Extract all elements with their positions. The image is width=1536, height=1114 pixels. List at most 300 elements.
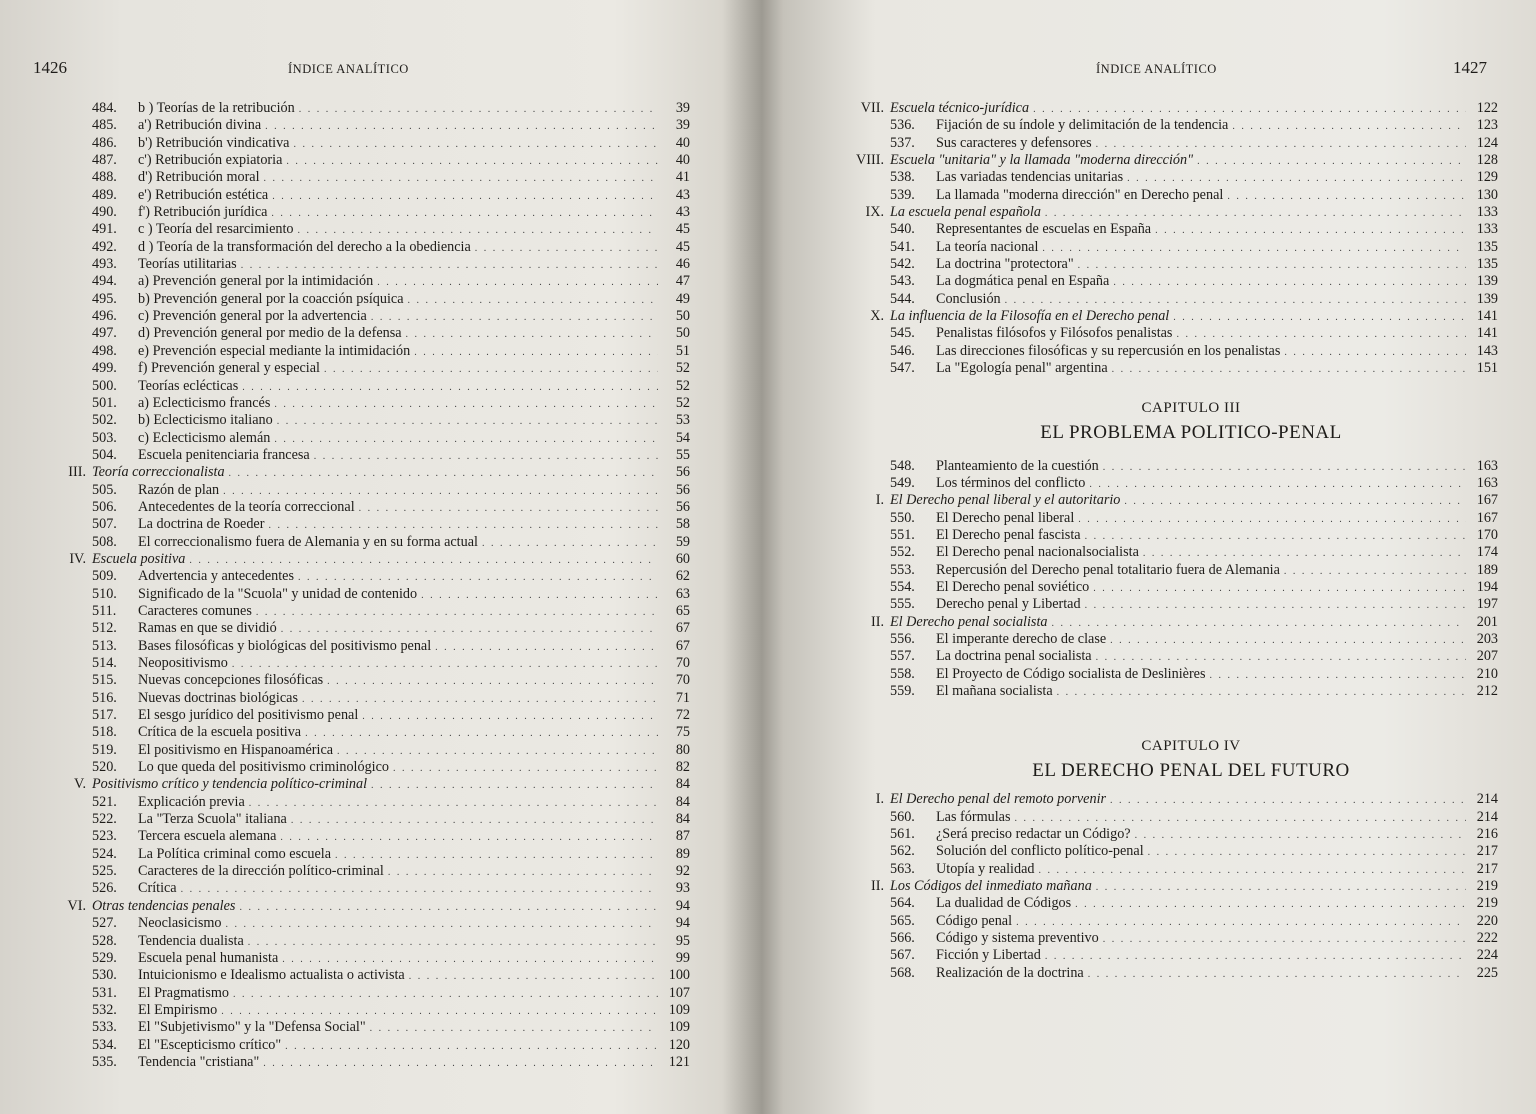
entry-number: 491.	[92, 221, 117, 238]
page-ref: 167	[1476, 509, 1498, 526]
page-ref: 212	[1476, 682, 1498, 699]
entry-title: Intuicionismo e Idealismo actualista o activista	[138, 967, 405, 984]
page-ref: 217	[1476, 843, 1498, 860]
page-ref: 135	[1476, 238, 1498, 255]
index-entry	[40, 499, 690, 516]
entry-title: d) Prevención general por medio de la defensa	[138, 325, 402, 342]
index-entry	[838, 325, 1498, 342]
entry-title: b ) Teorías de la retribución	[138, 100, 295, 116]
page-ref: 109	[668, 1019, 690, 1036]
page-ref: 58	[675, 516, 690, 533]
dot-leader	[1045, 205, 1466, 222]
dot-leader	[324, 361, 658, 378]
section-title: Otras tendencias penales	[92, 897, 236, 914]
entry-title: Ficción y Libertad	[936, 947, 1041, 964]
index-entry	[40, 586, 690, 603]
entry-number: 524.	[92, 845, 117, 862]
page-ref: 51	[675, 342, 690, 359]
index-list	[40, 100, 690, 1071]
entry-number: 521.	[92, 793, 117, 810]
page-ref: 139	[1476, 273, 1498, 290]
dot-leader	[291, 812, 658, 829]
entry-title: a) Eclecticismo francés	[138, 394, 271, 411]
dot-leader	[265, 118, 658, 135]
dot-leader	[393, 760, 658, 777]
index-entry	[40, 325, 690, 342]
page-ref: 89	[675, 845, 690, 862]
dot-leader	[1176, 326, 1466, 343]
entry-title: Caracteres de la dirección político-criminal	[138, 863, 384, 880]
page-ref: 123	[1476, 117, 1498, 134]
index-entry	[838, 510, 1498, 527]
entry-title: El Derecho penal liberal	[936, 509, 1075, 526]
section-numeral: IV.	[69, 550, 86, 567]
page-ref: 62	[675, 568, 690, 585]
entry-title: El "Subjetivismo" y la "Defensa Social"	[138, 1019, 366, 1036]
page-ref: 201	[1476, 613, 1498, 630]
index-entry	[40, 655, 690, 672]
dot-leader	[377, 274, 658, 291]
index-entry	[838, 360, 1498, 377]
page-ref: 54	[675, 429, 690, 446]
index-entry	[40, 759, 690, 776]
page-ref: 46	[675, 256, 690, 273]
dot-leader	[1096, 136, 1466, 153]
entry-number: 559.	[890, 682, 915, 699]
dot-leader	[233, 986, 658, 1003]
dot-leader	[1103, 459, 1466, 476]
index-entry	[838, 683, 1498, 700]
dot-leader	[1075, 896, 1466, 913]
index-entry	[40, 169, 690, 186]
dot-leader	[1033, 101, 1466, 118]
dot-leader	[249, 795, 658, 812]
dot-leader	[280, 829, 658, 846]
entry-title: Código y sistema preventivo	[936, 930, 1099, 947]
entry-title: c ) Teoría del resarcimiento	[138, 221, 294, 238]
dot-leader	[1096, 879, 1466, 896]
entry-title: Fijación de su índole y delimitación de la tendencia	[936, 117, 1229, 134]
index-entry	[40, 880, 690, 897]
entry-title: Nuevas concepciones filosóficas	[138, 672, 324, 689]
entry-title: La doctrina de Roeder	[138, 516, 265, 533]
page-ref: 41	[675, 169, 690, 186]
dot-leader	[1085, 528, 1466, 545]
dot-leader	[181, 881, 658, 898]
page-ref: 50	[675, 308, 690, 325]
entry-number: 531.	[92, 984, 117, 1001]
entry-title: Advertencia y antecedentes	[138, 568, 294, 585]
dot-leader	[298, 222, 658, 239]
index-entry	[838, 843, 1498, 860]
section-entry	[838, 878, 1498, 895]
entry-title: Código penal	[936, 912, 1013, 929]
entry-number: 535.	[92, 1053, 117, 1070]
index-entry	[40, 430, 690, 447]
entry-title: El mañana socialista	[936, 682, 1053, 699]
index-entry	[838, 861, 1498, 878]
dot-leader	[302, 691, 658, 708]
dot-leader	[1127, 170, 1466, 187]
dot-leader	[1148, 844, 1466, 861]
section-numeral: I.	[875, 791, 884, 808]
dot-leader	[414, 344, 658, 361]
dot-leader	[1078, 511, 1466, 528]
page-ref: 40	[675, 134, 690, 151]
entry-number: 558.	[890, 665, 915, 682]
entry-number: 546.	[890, 342, 915, 359]
entry-number: 496.	[92, 308, 117, 325]
entry-number: 493.	[92, 256, 117, 273]
entry-title: e) Prevención especial mediante la intimidación	[138, 342, 411, 359]
dot-leader	[314, 448, 658, 465]
section-title: Escuela positiva	[92, 550, 186, 567]
index-entry	[838, 913, 1498, 930]
index-entry	[838, 631, 1498, 648]
entry-title: Lo que queda del positivismo criminológico	[138, 759, 389, 776]
index-entry	[40, 412, 690, 429]
index-entry	[40, 933, 690, 950]
index-entry	[40, 239, 690, 256]
entry-number: 561.	[890, 826, 915, 842]
dot-leader	[189, 552, 658, 569]
page-ref: 56	[675, 481, 690, 498]
entry-number: 487.	[92, 152, 117, 169]
running-head: ÍNDICE ANALÍTICO	[288, 62, 409, 76]
index-entry	[838, 169, 1498, 186]
page-ref: 50	[675, 325, 690, 342]
dot-leader	[281, 621, 658, 638]
dot-leader	[1042, 240, 1466, 257]
chapter-label: CAPITULO III	[1141, 399, 1241, 416]
page-ref: 60	[675, 550, 690, 567]
section-numeral: II.	[871, 613, 884, 630]
left-page	[0, 0, 760, 1114]
page-number: 1426	[33, 58, 67, 77]
page-ref: 45	[675, 221, 690, 238]
index-entry	[40, 742, 690, 759]
page-ref: 224	[1476, 947, 1498, 964]
dot-leader	[232, 656, 658, 673]
index-entry	[838, 117, 1498, 134]
entry-title: El correccionalismo fuera de Alemania y en su forma actual	[138, 533, 478, 550]
entry-title: f) Prevención general y especial	[138, 360, 320, 377]
entry-number: 520.	[92, 759, 117, 776]
dot-leader	[1057, 684, 1466, 701]
entry-number: 547.	[890, 360, 915, 377]
index-entry	[40, 724, 690, 741]
section-title: El Derecho penal liberal y el autoritario	[890, 492, 1121, 509]
entry-number: 503.	[92, 429, 117, 446]
entry-title: Neopositivismo	[138, 655, 228, 671]
chapter-label: CAPITULO IV	[1141, 738, 1241, 755]
section-numeral: VI.	[67, 897, 86, 914]
entry-number: 526.	[92, 880, 117, 897]
entry-number: 542.	[890, 256, 915, 273]
index-entry	[838, 895, 1498, 912]
page-ref: 197	[1476, 596, 1498, 613]
page-ref: 129	[1476, 169, 1498, 186]
entry-title: Neoclasicismo	[138, 915, 222, 932]
index-entry	[40, 221, 690, 238]
index-entry	[40, 1019, 690, 1036]
dot-leader	[371, 777, 658, 794]
page-ref: 100	[668, 967, 690, 984]
page-ref: 222	[1476, 930, 1498, 947]
entry-number: 560.	[890, 808, 915, 825]
entry-number: 563.	[890, 860, 915, 877]
index-entry	[838, 343, 1498, 360]
index-entry	[40, 100, 690, 117]
entry-title: Las variadas tendencias unitarias	[936, 169, 1124, 186]
index-entry	[40, 135, 690, 152]
chapter-heading	[838, 736, 1498, 786]
entry-number: 555.	[890, 596, 915, 613]
dot-leader	[1093, 580, 1466, 597]
page-ref: 122	[1476, 100, 1498, 116]
page-ref: 210	[1476, 665, 1498, 682]
page-ref: 39	[675, 100, 690, 116]
entry-number: 502.	[92, 412, 117, 429]
entry-title: Representantes de escuelas en España	[936, 221, 1152, 238]
index-entry	[40, 620, 690, 637]
entry-title: La Política criminal como escuela	[138, 845, 332, 862]
dot-leader	[285, 1038, 658, 1055]
entry-number: 539.	[890, 186, 915, 203]
dot-leader	[370, 1020, 658, 1037]
page-ref: 71	[675, 689, 690, 706]
entry-title: El Derecho penal fascista	[936, 526, 1081, 543]
index-entry	[838, 256, 1498, 273]
dot-leader	[1039, 862, 1467, 879]
page-ref: 141	[1476, 308, 1498, 325]
page-ref: 84	[675, 811, 690, 828]
entry-number: 540.	[890, 221, 915, 238]
entry-number: 506.	[92, 498, 117, 515]
section-title: Escuela "unitaria" y la llamada "moderna dirección"	[890, 152, 1194, 169]
entry-title: c') Retribución expiatoria	[138, 152, 283, 169]
page-ref: 40	[675, 152, 690, 169]
section-entry	[838, 308, 1498, 325]
entry-title: Teorías eclécticas	[138, 377, 239, 394]
entry-title: La "Egología penal" argentina	[936, 360, 1108, 377]
page-number: 1427	[1453, 58, 1487, 77]
entry-number: 509.	[92, 568, 117, 585]
section-title: Teoría correccionalista	[92, 464, 225, 481]
index-entry	[838, 458, 1498, 475]
entry-number: 486.	[92, 134, 117, 151]
entry-number: 533.	[92, 1019, 117, 1036]
entry-title: Solución del conflicto político-penal	[936, 843, 1144, 860]
index-entry	[838, 826, 1498, 843]
index-entry	[40, 915, 690, 932]
page-ref: 39	[675, 117, 690, 134]
index-entry	[40, 395, 690, 412]
index-entry	[40, 985, 690, 1002]
dot-leader	[226, 916, 658, 933]
dot-leader	[221, 1003, 658, 1020]
entry-number: 492.	[92, 238, 117, 255]
index-entry	[838, 475, 1498, 492]
entry-number: 530.	[92, 967, 117, 984]
entry-title: El Empirismo	[138, 1001, 218, 1018]
entry-number: 523.	[92, 828, 117, 845]
section-numeral: II.	[871, 878, 884, 895]
index-entry	[40, 1002, 690, 1019]
page-ref: 67	[675, 637, 690, 654]
dot-leader	[337, 743, 658, 760]
index-entry	[838, 596, 1498, 613]
entry-title: Crítica	[138, 880, 177, 897]
page-ref: 109	[668, 1001, 690, 1018]
dot-leader	[264, 170, 658, 187]
dot-leader	[1051, 615, 1466, 632]
page-ref: 133	[1476, 221, 1498, 238]
entry-number: 565.	[890, 912, 915, 929]
section-entry	[40, 551, 690, 568]
dot-leader	[229, 465, 658, 482]
entry-number: 541.	[890, 238, 915, 255]
page-ref: 75	[675, 724, 690, 741]
index-list	[838, 100, 1498, 982]
entry-number: 513.	[92, 637, 117, 654]
page-ref: 219	[1476, 895, 1498, 912]
running-head: ÍNDICE ANALÍTICO	[1096, 62, 1217, 76]
dot-leader	[1103, 931, 1466, 948]
entry-title: Ramas en que se dividió	[138, 620, 277, 637]
dot-leader	[1284, 563, 1466, 580]
entry-title: Bases filosóficas y biológicas del positivismo penal	[138, 637, 432, 654]
dot-leader	[1155, 222, 1466, 239]
entry-title: Escuela penitenciaria francesa	[138, 446, 310, 463]
dot-leader	[268, 517, 658, 534]
entry-number: 519.	[92, 741, 117, 758]
index-entry	[838, 562, 1498, 579]
section-title: La influencia de la Filosofía en el Derecho penal	[890, 308, 1170, 325]
section-entry	[40, 464, 690, 481]
section-title: Los Códigos del inmediato mañana	[890, 878, 1092, 895]
entry-title: Derecho penal y Libertad	[936, 596, 1081, 613]
entry-title: La dualidad de Códigos	[936, 895, 1072, 912]
section-title: Positivismo crítico y tendencia político-criminal	[92, 776, 368, 793]
page-ref: 72	[675, 707, 690, 724]
page-ref: 203	[1476, 630, 1498, 647]
dot-leader	[1014, 810, 1466, 827]
page-ref: 167	[1476, 492, 1498, 509]
page-ref: 194	[1476, 578, 1498, 595]
dot-leader	[475, 240, 658, 257]
index-entry	[40, 950, 690, 967]
entry-number: 499.	[92, 360, 117, 377]
entry-title: La doctrina "protectora"	[936, 256, 1074, 273]
entry-title: Realización de la doctrina	[936, 964, 1084, 981]
entry-title: Las direcciones filosóficas y su repercusión en los penalistas	[936, 342, 1281, 359]
entry-number: 504.	[92, 446, 117, 463]
dot-leader	[1197, 153, 1466, 170]
dot-leader	[1089, 476, 1466, 493]
page-ref: 70	[675, 672, 690, 689]
entry-number: 507.	[92, 516, 117, 533]
dot-leader	[1124, 493, 1466, 510]
index-entry	[838, 648, 1498, 665]
chapter-title: EL DERECHO PENAL DEL FUTURO	[1032, 760, 1350, 782]
page-ref: 217	[1476, 860, 1498, 877]
entry-number: 534.	[92, 1036, 117, 1053]
entry-title: El Derecho penal nacionalsocialista	[936, 544, 1139, 561]
page-ref: 216	[1476, 826, 1498, 842]
entry-title: Crítica de la escuela positiva	[138, 724, 302, 741]
dot-leader	[1005, 292, 1466, 309]
dot-leader	[274, 396, 658, 413]
entry-title: Tendencia "cristiana"	[138, 1053, 260, 1070]
index-entry	[40, 273, 690, 290]
entry-title: Teorías utilitarias	[138, 256, 237, 273]
entry-title: Caracteres comunes	[138, 602, 252, 619]
dot-leader	[239, 899, 658, 916]
index-entry	[40, 707, 690, 724]
entry-title: La teoría nacional	[936, 238, 1039, 255]
dot-leader	[406, 326, 658, 343]
index-entry	[40, 447, 690, 464]
page-ref: 92	[675, 863, 690, 880]
index-entry	[838, 187, 1498, 204]
entry-title: d') Retribución moral	[138, 169, 260, 186]
entry-title: Razón de plan	[138, 481, 220, 498]
dot-leader	[1112, 361, 1466, 378]
index-entry	[40, 516, 690, 533]
dot-leader	[362, 708, 658, 725]
page-ref: 70	[675, 655, 690, 671]
entry-number: 528.	[92, 932, 117, 949]
entry-number: 564.	[890, 895, 915, 912]
index-entry	[40, 534, 690, 551]
entry-number: 494.	[92, 273, 117, 290]
index-entry	[838, 666, 1498, 683]
page-ref: 52	[675, 377, 690, 394]
entry-title: La "Terza Scuola" italiana	[138, 811, 287, 828]
section-entry	[838, 791, 1498, 808]
page-ref: 143	[1476, 342, 1498, 359]
dot-leader	[274, 431, 658, 448]
entry-number: 490.	[92, 204, 117, 221]
dot-leader	[242, 379, 658, 396]
page-ref: 49	[675, 290, 690, 307]
entry-number: 567.	[890, 947, 915, 964]
dot-leader	[1096, 649, 1466, 666]
entry-number: 511.	[92, 602, 117, 619]
dot-leader	[1110, 632, 1466, 649]
page-ref: 207	[1476, 648, 1498, 665]
entry-title: La doctrina penal socialista	[936, 648, 1092, 665]
index-entry	[40, 794, 690, 811]
section-title: La escuela penal española	[890, 204, 1041, 221]
page-ref: 87	[675, 828, 690, 845]
dot-leader	[1045, 948, 1466, 965]
section-numeral: III.	[68, 464, 86, 481]
index-entry	[40, 204, 690, 221]
entry-number: 566.	[890, 930, 915, 947]
page-ref: 151	[1476, 360, 1498, 377]
entry-title: a) Prevención general por la intimidación	[138, 273, 374, 290]
entry-title: El imperante derecho de clase	[936, 630, 1107, 647]
index-entry	[838, 965, 1498, 982]
page-ref: 99	[675, 949, 690, 966]
entry-number: 510.	[92, 585, 117, 602]
dot-leader	[271, 205, 658, 222]
dot-leader	[1016, 914, 1466, 931]
page-ref: 220	[1476, 912, 1498, 929]
page-ref: 124	[1476, 134, 1498, 151]
